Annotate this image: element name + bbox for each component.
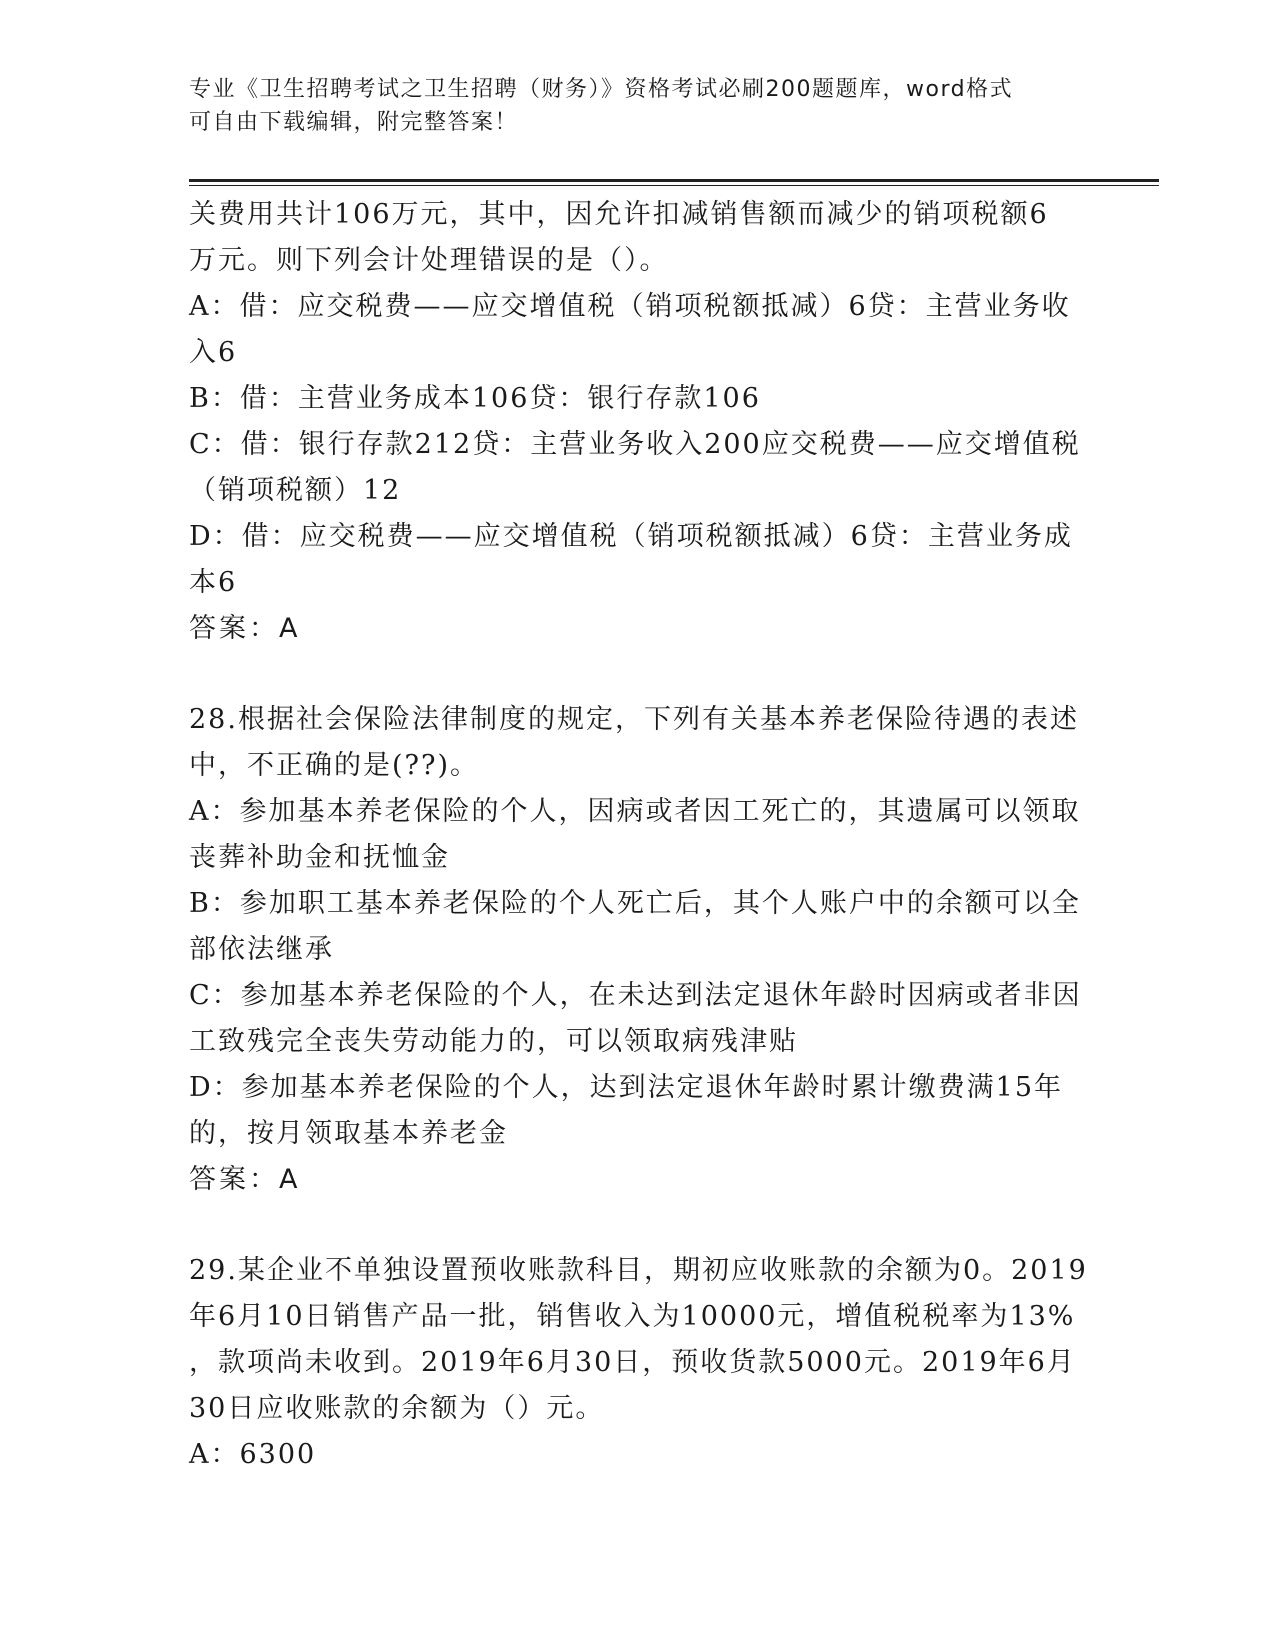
option-d-line: 本6 xyxy=(189,567,238,598)
header-title-line-1: 专业《卫生招聘考试之卫生招聘（财务）》资格考试必刷200题题库，word格式 xyxy=(189,77,1014,102)
option-d-line: 的，按月领取基本养老金 xyxy=(189,1118,508,1149)
question-stem-line: 29.某企业不单独设置预收账款科目，期初应收账款的余额为0。2019 xyxy=(189,1255,1088,1286)
question-content xyxy=(189,192,1088,1478)
option-a-line: A：借：应交税费——应交增值税（销项税额抵减）6贷：主营业务收 xyxy=(189,291,1071,322)
header-rule-thick xyxy=(189,179,1159,182)
answer-label: 答案： xyxy=(189,613,279,644)
answer-value: A xyxy=(279,613,300,644)
option-c-line: C：参加基本养老保险的个人，在未达到法定退休年龄时因病或者非因 xyxy=(189,980,1082,1011)
option-c-line: 工致残完全丧失劳动能力的，可以领取病残津贴 xyxy=(189,1026,798,1057)
page-header xyxy=(189,73,1069,139)
option-d-line: D：参加基本养老保险的个人，达到法定退休年龄时累计缴费满15年 xyxy=(189,1072,1064,1103)
answer-label: 答案： xyxy=(189,1164,279,1195)
header-rule-thin xyxy=(189,185,1159,186)
question-stem-line: 28.根据社会保险法律制度的规定，下列有关基本养老保险待遇的表述 xyxy=(189,704,1079,735)
question-28 xyxy=(189,697,1082,1203)
answer-line xyxy=(189,606,1079,652)
option-b-line: 部依法继承 xyxy=(189,934,334,965)
option-a-line: A：参加基本养老保险的个人，因病或者因工死亡的，其遗属可以领取 xyxy=(189,796,1081,827)
question-stem-line: 中，不正确的是(??)。 xyxy=(189,750,480,781)
option-a-line: 入6 xyxy=(189,337,238,368)
option-c-line: （销项税额）12 xyxy=(189,475,402,506)
answer-value: A xyxy=(279,1164,300,1195)
question-stem-line: ，款项尚未收到。2019年6月30日，预收货款5000元。2019年6月 xyxy=(189,1347,1076,1378)
question-spacer xyxy=(189,652,1079,697)
question-29 xyxy=(189,1248,1088,1478)
option-c-line: C：借：银行存款212贷：主营业务收入200应交税费——应交增值税 xyxy=(189,429,1081,460)
option-d-line: D：借：应交税费——应交增值税（销项税额抵减）6贷：主营业务成 xyxy=(189,521,1073,552)
option-a-line: 丧葬补助金和抚恤金 xyxy=(189,842,450,873)
question-stem-line: 万元。则下列会计处理错误的是（）。 xyxy=(189,245,669,276)
option-b-line: B：参加职工基本养老保险的个人死亡后，其个人账户中的余额可以全 xyxy=(189,888,1081,919)
question-stem-line: 关费用共计106万元，其中，因允许扣减销售额而减少的销项税额6 xyxy=(189,199,1049,230)
header-title-line-2: 可自由下载编辑，附完整答案！ xyxy=(189,110,519,135)
option-a-line: A：6300 xyxy=(189,1439,317,1470)
question-stem-line: 30日应收账款的余额为（）元。 xyxy=(189,1393,605,1424)
option-b-line: B：借：主营业务成本106贷：银行存款106 xyxy=(189,383,761,414)
question-stem-line: 年6月10日销售产品一批，销售收入为10000元，增值税税率为13% xyxy=(189,1301,1076,1332)
answer-line xyxy=(189,1157,1079,1203)
question-spacer xyxy=(189,1203,1079,1248)
question-27 xyxy=(189,192,1079,652)
